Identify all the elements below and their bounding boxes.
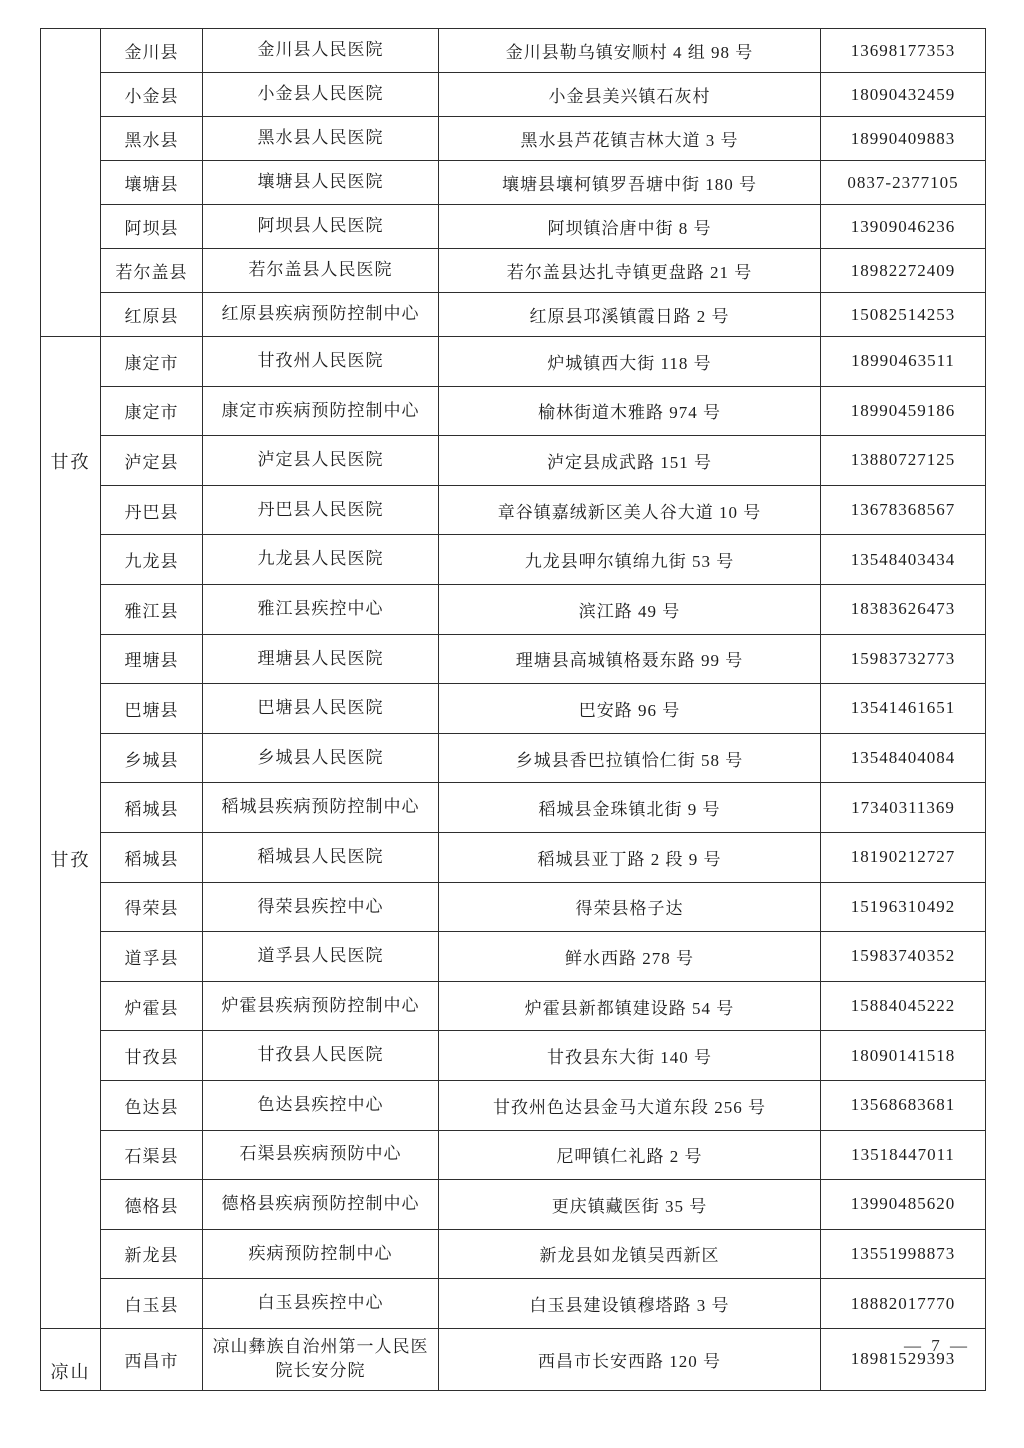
phone-cell: 13551998873 — [821, 1229, 986, 1279]
address-cell: 榆林街道木雅路 974 号 — [439, 386, 821, 436]
region-cell — [41, 337, 101, 1329]
institution-cell: 疾病预防控制中心 — [203, 1229, 439, 1279]
institution-cell: 泸定县人民医院 — [203, 436, 439, 486]
address-cell: 阿坝镇洽唐中街 8 号 — [439, 205, 821, 249]
phone-cell: 18882017770 — [821, 1279, 986, 1329]
institution-cell: 丹巴县人民医院 — [203, 485, 439, 535]
address-cell: 更庆镇藏医街 35 号 — [439, 1180, 821, 1230]
county-cell: 壤塘县 — [101, 161, 203, 205]
county-cell: 稻城县 — [101, 783, 203, 833]
address-cell: 炉城镇西大街 118 号 — [439, 337, 821, 387]
address-cell: 得荣县格子达 — [439, 882, 821, 932]
institution-cell: 金川县人民医院 — [203, 29, 439, 73]
phone-cell: 18990459186 — [821, 386, 986, 436]
table-row — [41, 832, 986, 882]
county-cell: 金川县 — [101, 29, 203, 73]
institution-cell: 阿坝县人民医院 — [203, 205, 439, 249]
address-cell: 黑水县芦花镇吉林大道 3 号 — [439, 117, 821, 161]
county-cell: 白玉县 — [101, 1279, 203, 1329]
institution-cell: 红原县疾病预防控制中心 — [203, 293, 439, 337]
phone-cell: 18190212727 — [821, 832, 986, 882]
county-cell: 炉霍县 — [101, 981, 203, 1031]
institution-cell: 凉山彝族自治州第一人民医院长安分院 — [203, 1328, 439, 1390]
table-row — [41, 733, 986, 783]
table-row — [41, 161, 986, 205]
institution-cell: 小金县人民医院 — [203, 73, 439, 117]
phone-cell: 13990485620 — [821, 1180, 986, 1230]
county-cell: 小金县 — [101, 73, 203, 117]
address-cell: 红原县邛溪镇霞日路 2 号 — [439, 293, 821, 337]
institution-cell: 道孚县人民医院 — [203, 932, 439, 982]
table-row — [41, 981, 986, 1031]
table-row — [41, 1180, 986, 1230]
institution-cell: 炉霍县疾病预防控制中心 — [203, 981, 439, 1031]
phone-cell: 13678368567 — [821, 485, 986, 535]
contact-table — [40, 28, 986, 1391]
region-label: 甘孜 — [50, 850, 91, 871]
phone-cell: 13548404084 — [821, 733, 986, 783]
address-cell: 稻城县金珠镇北街 9 号 — [439, 783, 821, 833]
county-cell: 康定市 — [101, 337, 203, 387]
address-cell: 巴安路 96 号 — [439, 684, 821, 734]
table-row — [41, 684, 986, 734]
county-cell: 巴塘县 — [101, 684, 203, 734]
table-row — [41, 1279, 986, 1329]
institution-cell: 甘孜县人民医院 — [203, 1031, 439, 1081]
institution-cell: 若尔盖县人民医院 — [203, 249, 439, 293]
table-row — [41, 249, 986, 293]
phone-cell: 13518447011 — [821, 1130, 986, 1180]
table-row — [41, 1080, 986, 1130]
county-cell: 甘孜县 — [101, 1031, 203, 1081]
phone-cell: 18383626473 — [821, 584, 986, 634]
county-cell: 红原县 — [101, 293, 203, 337]
county-cell: 阿坝县 — [101, 205, 203, 249]
page-number: — 7 — — [904, 1336, 970, 1355]
address-cell: 乡城县香巴拉镇恰仁街 58 号 — [439, 733, 821, 783]
table-row — [41, 117, 986, 161]
address-cell: 尼呷镇仁礼路 2 号 — [439, 1130, 821, 1180]
phone-cell: 13909046236 — [821, 205, 986, 249]
phone-cell: 18982272409 — [821, 249, 986, 293]
table-row — [41, 1229, 986, 1279]
table-row — [41, 535, 986, 585]
county-cell: 丹巴县 — [101, 485, 203, 535]
phone-cell: 18981529393 — [821, 1328, 986, 1390]
region-cell — [41, 29, 101, 337]
county-cell: 新龙县 — [101, 1229, 203, 1279]
county-cell: 石渠县 — [101, 1130, 203, 1180]
county-cell: 康定市 — [101, 386, 203, 436]
address-cell: 章谷镇嘉绒新区美人谷大道 10 号 — [439, 485, 821, 535]
phone-cell: 0837-2377105 — [821, 161, 986, 205]
institution-cell: 石渠县疾病预防中心 — [203, 1130, 439, 1180]
address-cell: 小金县美兴镇石灰村 — [439, 73, 821, 117]
institution-cell: 德格县疾病预防控制中心 — [203, 1180, 439, 1230]
county-cell: 九龙县 — [101, 535, 203, 585]
county-cell: 乡城县 — [101, 733, 203, 783]
institution-cell: 康定市疾病预防控制中心 — [203, 386, 439, 436]
institution-cell: 巴塘县人民医院 — [203, 684, 439, 734]
table-row — [41, 337, 986, 387]
table-row — [41, 1031, 986, 1081]
table-body — [41, 29, 986, 1391]
county-cell: 稻城县 — [101, 832, 203, 882]
phone-cell: 18990409883 — [821, 117, 986, 161]
phone-cell: 15884045222 — [821, 981, 986, 1031]
table-row — [41, 293, 986, 337]
region-label: 凉山 — [50, 1361, 91, 1382]
institution-cell: 稻城县疾病预防控制中心 — [203, 783, 439, 833]
address-cell: 滨江路 49 号 — [439, 584, 821, 634]
table-row — [41, 436, 986, 486]
address-cell: 泸定县成武路 151 号 — [439, 436, 821, 486]
table-row — [41, 932, 986, 982]
address-cell: 鲜水西路 278 号 — [439, 932, 821, 982]
address-cell: 新龙县如龙镇吴西新区 — [439, 1229, 821, 1279]
address-cell: 炉霍县新都镇建设路 54 号 — [439, 981, 821, 1031]
table-row — [41, 386, 986, 436]
region-label: 甘孜 — [50, 451, 91, 472]
institution-cell: 黑水县人民医院 — [203, 117, 439, 161]
county-cell: 道孚县 — [101, 932, 203, 982]
table-row — [41, 485, 986, 535]
county-cell: 西昌市 — [101, 1328, 203, 1390]
region-cell — [41, 1328, 101, 1390]
table-row — [41, 882, 986, 932]
phone-cell: 13568683681 — [821, 1080, 986, 1130]
phone-cell: 17340311369 — [821, 783, 986, 833]
address-cell: 白玉县建设镇穆塔路 3 号 — [439, 1279, 821, 1329]
county-cell: 若尔盖县 — [101, 249, 203, 293]
county-cell: 理塘县 — [101, 634, 203, 684]
address-cell: 西昌市长安西路 120 号 — [439, 1328, 821, 1390]
table-row — [41, 205, 986, 249]
table-row — [41, 634, 986, 684]
phone-cell: 15983740352 — [821, 932, 986, 982]
address-cell: 壤塘县壤柯镇罗吾塘中街 180 号 — [439, 161, 821, 205]
institution-cell: 得荣县疾控中心 — [203, 882, 439, 932]
table-row — [41, 584, 986, 634]
institution-cell: 壤塘县人民医院 — [203, 161, 439, 205]
phone-cell: 13548403434 — [821, 535, 986, 585]
county-cell: 雅江县 — [101, 584, 203, 634]
address-cell: 若尔盖县达扎寺镇更盘路 21 号 — [439, 249, 821, 293]
address-cell: 甘孜州色达县金马大道东段 256 号 — [439, 1080, 821, 1130]
table-row — [41, 1328, 986, 1390]
phone-cell: 15196310492 — [821, 882, 986, 932]
phone-cell: 18090141518 — [821, 1031, 986, 1081]
phone-cell: 15082514253 — [821, 293, 986, 337]
phone-cell: 18990463511 — [821, 337, 986, 387]
address-cell: 金川县勒乌镇安顺村 4 组 98 号 — [439, 29, 821, 73]
phone-cell: 13698177353 — [821, 29, 986, 73]
county-cell: 色达县 — [101, 1080, 203, 1130]
address-cell: 九龙县呷尔镇绵九街 53 号 — [439, 535, 821, 585]
county-cell: 德格县 — [101, 1180, 203, 1230]
institution-cell: 甘孜州人民医院 — [203, 337, 439, 387]
phone-cell: 13541461651 — [821, 684, 986, 734]
institution-cell: 九龙县人民医院 — [203, 535, 439, 585]
county-cell: 泸定县 — [101, 436, 203, 486]
phone-cell: 15983732773 — [821, 634, 986, 684]
address-cell: 甘孜县东大街 140 号 — [439, 1031, 821, 1081]
institution-cell: 稻城县人民医院 — [203, 832, 439, 882]
county-cell: 得荣县 — [101, 882, 203, 932]
institution-cell: 雅江县疾控中心 — [203, 584, 439, 634]
phone-cell: 13880727125 — [821, 436, 986, 486]
table-row — [41, 783, 986, 833]
institution-cell: 理塘县人民医院 — [203, 634, 439, 684]
county-cell: 黑水县 — [101, 117, 203, 161]
address-cell: 理塘县高城镇格聂东路 99 号 — [439, 634, 821, 684]
address-cell: 稻城县亚丁路 2 段 9 号 — [439, 832, 821, 882]
institution-cell: 白玉县疾控中心 — [203, 1279, 439, 1329]
table-row — [41, 73, 986, 117]
phone-cell: 18090432459 — [821, 73, 986, 117]
institution-cell: 乡城县人民医院 — [203, 733, 439, 783]
table-row — [41, 29, 986, 73]
institution-cell: 色达县疾控中心 — [203, 1080, 439, 1130]
table-row — [41, 1130, 986, 1180]
